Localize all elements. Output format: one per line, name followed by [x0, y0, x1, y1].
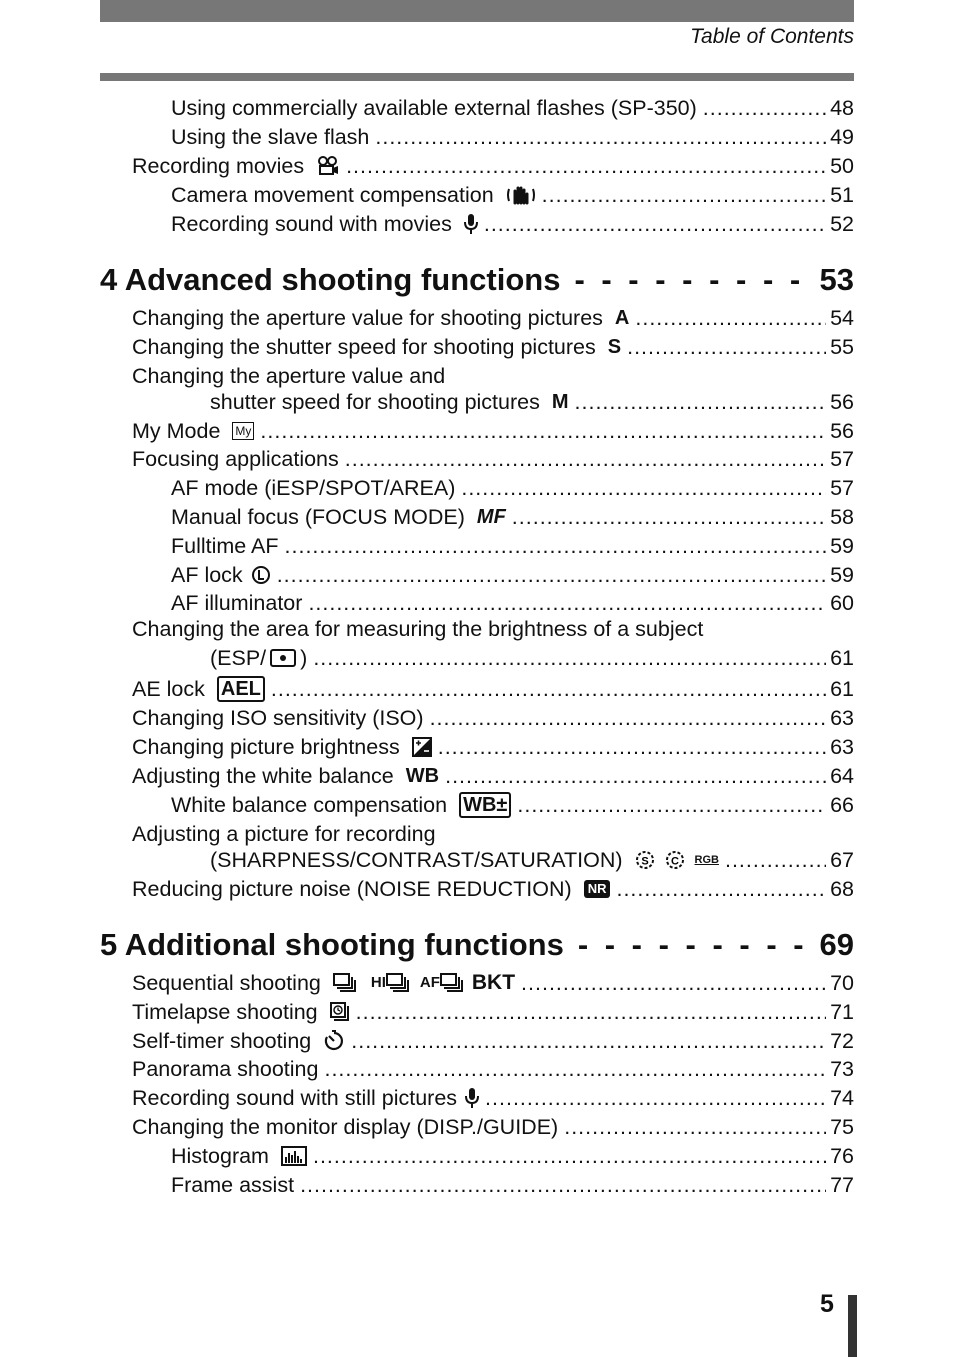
- af-lock-icon: [251, 564, 271, 586]
- toc-entry-label: (SHARPNESS/CONTRAST/SATURATION): [210, 848, 623, 872]
- toc-entry[interactable]: [171, 533, 854, 559]
- toc-entry[interactable]: [132, 1114, 854, 1140]
- toc-entry[interactable]: [132, 334, 854, 360]
- header-rule: [100, 73, 854, 81]
- toc-entry-page: 58: [830, 505, 854, 529]
- toc-entry-label: Changing ISO sensitivity (ISO): [132, 706, 424, 730]
- bracketing-icon: BKT: [471, 971, 516, 994]
- toc-entry[interactable]: [132, 676, 854, 702]
- toc-entry-label: Changing the aperture value for shooting pictures: [132, 306, 603, 330]
- white-balance-icon: WB: [405, 765, 440, 787]
- chapter-title: 4 Advanced shooting functions: [100, 262, 561, 297]
- toc-entry-page: 51: [830, 183, 854, 207]
- exposure-compensation-icon: [412, 736, 432, 758]
- toc-entry-label: AF mode (iESP/SPOT/AREA): [171, 476, 456, 500]
- toc-entry[interactable]: [132, 763, 854, 789]
- svg-text:S: S: [640, 855, 649, 868]
- toc-entry-page: 67: [830, 848, 854, 872]
- toc-entry[interactable]: [132, 1056, 854, 1082]
- toc-entry-page: 56: [830, 419, 854, 443]
- toc-entry-label: Adjusting the white balance: [132, 764, 394, 788]
- toc-entry-label: My Mode: [132, 419, 221, 443]
- stabilizer-hand-icon: [506, 184, 536, 206]
- toc-entry-label-tail: ): [300, 646, 308, 670]
- toc-entry-label: Changing the shutter speed for shooting pictures: [132, 335, 596, 359]
- toc-entry-page: 61: [830, 677, 854, 701]
- toc-entry[interactable]: [171, 562, 854, 588]
- toc-entry[interactable]: [132, 999, 854, 1025]
- wb-compensation-icon: WB±: [459, 792, 511, 818]
- toc-entry-page: 52: [830, 212, 854, 236]
- header-top-bar: [100, 0, 854, 22]
- toc-entry-page: 71: [830, 1000, 854, 1024]
- toc-entry[interactable]: [210, 389, 854, 415]
- timelapse-icon: [330, 1001, 350, 1023]
- toc-entry-label: Focusing applications: [132, 447, 339, 471]
- toc-entry-label: Adjusting a picture for recording: [132, 822, 436, 846]
- toc-entry-label: (ESP/: [210, 646, 267, 670]
- contrast-icon: [665, 849, 685, 871]
- toc-entry-page: 66: [830, 793, 854, 817]
- sharpness-icon: [635, 849, 655, 871]
- self-timer-icon: [323, 1030, 345, 1052]
- toc-entry-label: Using commercially available external flashes (SP-350): [171, 96, 697, 120]
- aperture-mode-a-icon: A: [614, 307, 630, 329]
- toc-entry-page: 75: [830, 1115, 854, 1139]
- histogram-icon: [281, 1145, 307, 1167]
- toc-entry-page: 50: [830, 154, 854, 178]
- toc-entry[interactable]: [210, 847, 854, 873]
- toc-entry[interactable]: [171, 792, 854, 818]
- toc-entry-page: 59: [830, 534, 854, 558]
- toc-entry-label: Frame assist: [171, 1173, 295, 1197]
- toc-entry[interactable]: [171, 504, 854, 530]
- chapter-5-heading[interactable]: [100, 925, 854, 965]
- toc-entry-label: Changing the monitor display (DISP./GUIDE): [132, 1115, 559, 1139]
- page-edge-bar: [848, 1295, 857, 1357]
- toc-entry[interactable]: [171, 124, 854, 150]
- toc-entry[interactable]: [132, 1085, 854, 1111]
- toc-entry[interactable]: [210, 645, 854, 671]
- toc-entry-page: 76: [830, 1144, 854, 1168]
- microphone-icon: [464, 213, 478, 235]
- toc-entry-label: Reducing picture noise (NOISE REDUCTION): [132, 877, 572, 901]
- toc-entry-page: 77: [830, 1173, 854, 1197]
- toc-entry[interactable]: [171, 211, 854, 237]
- toc-entry-label: Changing the area for measuring the brightness of a subject: [132, 617, 704, 641]
- saturation-rgb-icon: RGB: [694, 854, 719, 866]
- toc-entry-page: 61: [830, 646, 854, 670]
- toc-entry-page: 74: [830, 1086, 854, 1110]
- svg-text:C: C: [670, 855, 679, 868]
- toc-entry-label: AF illuminator: [171, 591, 303, 615]
- toc-entry-page: 56: [830, 390, 854, 414]
- toc-entry[interactable]: [132, 153, 854, 179]
- toc-entry-label: Manual focus (FOCUS MODE): [171, 505, 465, 529]
- toc-entry-label: Changing picture brightness: [132, 735, 400, 759]
- my-mode-icon: My: [232, 422, 254, 440]
- toc-entry[interactable]: [171, 182, 854, 208]
- toc-entry-page: 68: [830, 877, 854, 901]
- header-title: Table of Contents: [690, 25, 854, 48]
- toc-entry-label: Camera movement compensation: [171, 183, 494, 207]
- af-sequential-icon: AF: [420, 972, 464, 994]
- toc-entry-page: 63: [830, 735, 854, 759]
- toc-entry-page: 54: [830, 306, 854, 330]
- toc-entry-label: Changing the aperture value and: [132, 364, 446, 388]
- toc-entry[interactable]: [171, 1143, 854, 1169]
- movie-icon: [316, 155, 340, 177]
- toc-entry[interactable]: [132, 734, 854, 760]
- toc-entry[interactable]: [171, 590, 854, 616]
- toc-entry[interactable]: [132, 970, 854, 996]
- toc-entry-label: Fulltime AF: [171, 534, 279, 558]
- microphone-icon: [465, 1087, 479, 1109]
- toc-entry-page: 49: [830, 125, 854, 149]
- toc-entry[interactable]: [132, 446, 854, 472]
- toc-entry[interactable]: [132, 305, 854, 331]
- toc-entry-label: Histogram: [171, 1144, 269, 1168]
- toc-entry-label: Timelapse shooting: [132, 1000, 318, 1024]
- manual-focus-mf-icon: MF: [476, 506, 506, 528]
- toc-entry-page: 60: [830, 591, 854, 615]
- toc-entry[interactable]: [132, 1028, 854, 1054]
- toc-entry[interactable]: [171, 475, 854, 501]
- toc-entry[interactable]: [132, 418, 854, 444]
- ae-lock-icon: AEL: [217, 676, 265, 702]
- manual-mode-m-icon: M: [551, 391, 569, 413]
- toc-entry-label: Panorama shooting: [132, 1057, 319, 1081]
- toc-entry-label: Recording sound with movies: [171, 212, 452, 236]
- toc-entry-page: 48: [830, 96, 854, 120]
- toc-entry-label: Sequential shooting: [132, 971, 321, 995]
- toc-entry[interactable]: [171, 1172, 854, 1198]
- shutter-mode-s-icon: S: [607, 336, 622, 358]
- chapter-page: 69: [819, 927, 854, 962]
- noise-reduction-icon: NR: [584, 880, 611, 898]
- toc-entry-page: 72: [830, 1029, 854, 1053]
- toc-entry-label: AE lock: [132, 677, 205, 701]
- toc-entry-label: White balance compensation: [171, 793, 448, 817]
- toc-entry[interactable]: [132, 705, 854, 731]
- toc-entry-label: Recording sound with still pictures: [132, 1086, 458, 1110]
- chapter-title: 5 Additional shooting functions: [100, 927, 564, 962]
- toc-entry-label: shutter speed for shooting pictures: [210, 390, 540, 414]
- toc-entry-page: 63: [830, 706, 854, 730]
- hi-speed-sequential-icon: HI: [371, 972, 410, 994]
- toc-entry-page: 73: [830, 1057, 854, 1081]
- toc-entry-page: 55: [830, 335, 854, 359]
- toc-entry[interactable]: [132, 876, 854, 902]
- toc-entry-page: 57: [830, 447, 854, 471]
- toc-entry-label: Self-timer shooting: [132, 1029, 312, 1053]
- sequential-icon: [333, 972, 357, 994]
- toc-entry-page: 64: [830, 764, 854, 788]
- toc-entry[interactable]: [171, 95, 854, 121]
- toc-entry-page: 70: [830, 971, 854, 995]
- toc-entry-label: Using the slave flash: [171, 125, 370, 149]
- toc-entry-label: AF lock: [171, 563, 243, 587]
- toc-entry-label: Recording movies: [132, 154, 305, 178]
- chapter-page: 53: [819, 262, 854, 297]
- chapter-4-heading[interactable]: [100, 260, 854, 300]
- page-number: 5: [820, 1290, 834, 1318]
- spot-metering-icon: [270, 647, 296, 669]
- toc-entry-page: 57: [830, 476, 854, 500]
- toc-entry-page: 59: [830, 563, 854, 587]
